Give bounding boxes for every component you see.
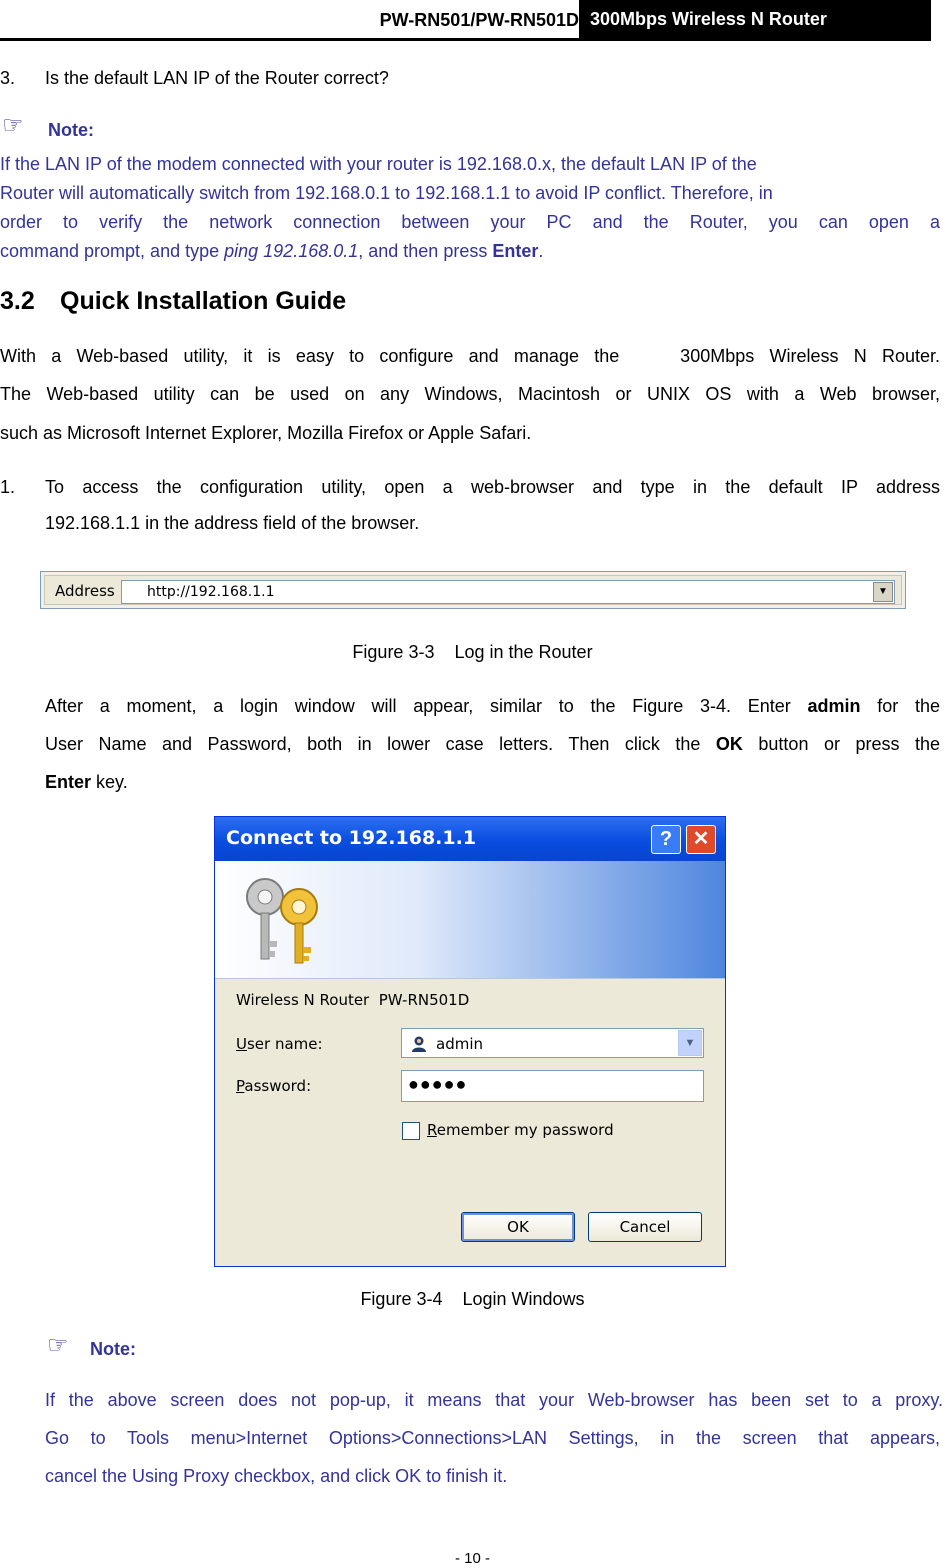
password-accesskey: P xyxy=(236,1077,245,1095)
cancel-button[interactable]: Cancel xyxy=(588,1212,702,1242)
after-line3 xyxy=(45,772,128,793)
user-icon xyxy=(410,1035,428,1053)
q3-text: Is the default LAN IP of the Router correct? xyxy=(45,68,389,88)
login-dialog xyxy=(214,816,726,1267)
dialog-body xyxy=(215,980,725,1266)
step1-line2: 192.168.1.1 in the address field of the browser. xyxy=(45,513,420,533)
after-line2 xyxy=(45,734,940,755)
after-line2-end: button or press the xyxy=(742,734,940,754)
address-label: Address xyxy=(55,582,115,600)
note1-key: Enter xyxy=(492,241,539,261)
page-number: - 10 - xyxy=(454,1550,490,1567)
note2-label: Note: xyxy=(90,1339,136,1359)
header-product: 300Mbps Wireless N Router xyxy=(579,0,931,38)
dialog-banner xyxy=(215,861,725,979)
remember-password-label[interactable] xyxy=(427,1121,614,1139)
username-label-text: ser name: xyxy=(246,1035,323,1053)
intro-line3: such as Microsoft Internet Explorer, Mozilla Firefox or Apple Safari. xyxy=(0,423,532,443)
username-value: admin xyxy=(436,1035,483,1053)
pointing-hand-icon: ☞ xyxy=(2,112,24,139)
pointing-hand-icon: ☞ xyxy=(47,1332,69,1359)
note1-line4 xyxy=(0,241,543,262)
note1-command: ping 192.168.0.1 xyxy=(224,241,359,261)
note2-line3: cancel the Using Proxy checkbox, and click OK to finish it. xyxy=(45,1466,508,1486)
username-accesskey: U xyxy=(236,1035,247,1053)
note2-line1: If the above screen does not pop-up, it means that your Web-browser has been set to a proxy. xyxy=(45,1390,943,1410)
ok-button[interactable]: OK xyxy=(461,1212,575,1242)
figure4-caption: Figure 3-4 Login Windows xyxy=(360,1289,585,1309)
after-line1 xyxy=(45,696,940,717)
chevron-down-icon[interactable]: ▼ xyxy=(678,1030,702,1056)
note1-label: Note: xyxy=(48,120,94,140)
address-value: http://192.168.1.1 xyxy=(147,584,275,600)
note1-line4-pre: command prompt, and type xyxy=(0,241,225,261)
after-enter: Enter xyxy=(45,772,92,792)
after-line3-end: key. xyxy=(91,772,128,792)
after-ok: OK xyxy=(715,734,743,754)
figure3-caption: Figure 3-3 Log in the Router xyxy=(352,642,593,662)
intro-line2: The Web-based utility can be used on any Windows, Macintosh or UNIX OS with a Web browser, xyxy=(0,384,940,404)
intro-line1: With a Web-based utility, it is easy to configure and manage the 300Mbps Wireless N Router. xyxy=(0,346,940,366)
dialog-titlebar xyxy=(215,817,725,861)
remember-accesskey: R xyxy=(427,1121,437,1139)
after-line1-end: for the xyxy=(860,696,940,716)
password-value: ●●●●● xyxy=(408,1074,468,1094)
password-label-text: assword: xyxy=(244,1077,312,1095)
close-icon[interactable]: ✕ xyxy=(686,825,716,854)
note1-line2: Router will automatically switch from 192.168.0.1 to 192.168.1.1 to avoid IP conflict. Therefore, in xyxy=(0,183,773,203)
dialog-title: Connect to 192.168.1.1 xyxy=(226,827,477,849)
note1-line3: order to verify the network connection between your PC and the Router, you can open a xyxy=(0,212,940,232)
after-line1-pre: After a moment, a login window will appear, similar to the Figure 3-4. Enter xyxy=(45,696,808,716)
note1-line4-end: . xyxy=(538,241,544,261)
q3-number: 3. xyxy=(0,68,16,88)
address-bar xyxy=(40,571,906,609)
dialog-site-name: Wireless N Router PW-RN501D xyxy=(236,991,470,1009)
username-label xyxy=(236,1035,323,1053)
password-input[interactable] xyxy=(401,1070,704,1102)
dropdown-arrow-icon[interactable]: ▼ xyxy=(873,582,893,602)
step1-number: 1. xyxy=(0,477,16,497)
username-combobox[interactable] xyxy=(401,1028,704,1058)
address-input[interactable] xyxy=(121,580,895,604)
section-title: Quick Installation Guide xyxy=(60,287,347,315)
step1-line1: To access the configuration utility, open a web-browser and type in the default IP address xyxy=(45,477,940,497)
page-header xyxy=(0,0,945,42)
after-admin: admin xyxy=(807,696,861,716)
password-label xyxy=(236,1077,311,1095)
remember-password-checkbox[interactable] xyxy=(402,1122,420,1140)
keys-icon xyxy=(233,867,343,967)
note1-line4-mid: , and then press xyxy=(358,241,493,261)
note2-line2: Go to Tools menu>Internet Options>Connections>LAN Settings, in the screen that appears, xyxy=(45,1428,940,1448)
header-rule xyxy=(0,38,931,41)
after-line2-pre: User Name and Password, both in lower case letters. Then click the xyxy=(45,734,716,754)
section-number: 3.2 xyxy=(0,287,35,315)
note1-line1: If the LAN IP of the modem connected with your router is 192.168.0.x, the default LAN IP of the xyxy=(0,154,757,174)
address-bar-inner xyxy=(44,575,902,605)
remember-label-text: emember my password xyxy=(436,1121,614,1139)
help-icon[interactable]: ? xyxy=(651,825,681,854)
header-model: PW-RN501/PW-RN501D xyxy=(379,10,579,30)
